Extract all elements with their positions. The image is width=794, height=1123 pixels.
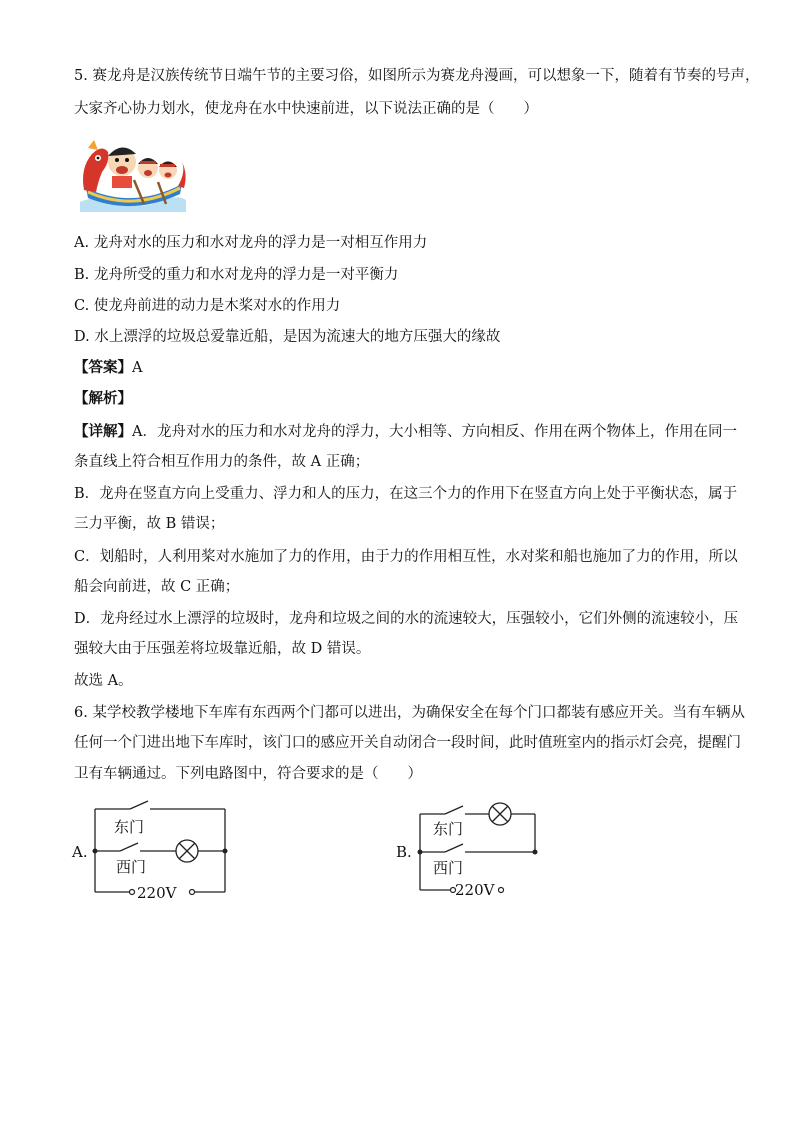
q5-stem-line1: 5. 赛龙舟是汉族传统节日端午节的主要习俗，如图所示为赛龙舟漫画，可以想象一下，随着有节奏的号声，	[74, 68, 760, 84]
q6-stem-line1: 6. 某学校教学楼地下车库有东西两个门都可以进出，为确保安全在每个门口都装有感应开关。当有车辆从	[74, 705, 745, 721]
circuit-b-voltage: 220V	[455, 881, 495, 899]
q5-option-a: A. 龙舟对水的压力和水对龙舟的浮力是一对相互作用力	[74, 235, 428, 251]
detail-text-1: A．龙舟对水的压力和水对龙舟的浮力，大小相等、方向相反、作用在两个物体上，作用在同一	[132, 424, 737, 440]
q5-detail-line7: D．龙舟经过水上漂浮的垃圾时，龙舟和垃圾之间的水的流速较大，压强较小，它们外侧的流速较小，压	[74, 611, 739, 627]
q5-analysis-tag	[74, 389, 132, 409]
q5-detail-line4: 三力平衡，故 B 错误；	[74, 516, 225, 532]
q5-option-c: C. 使龙舟前进的动力是木桨对水的作用力	[74, 298, 341, 314]
q5-detail-line8: 强较大由于压强差将垃圾靠近船，故 D 错误。	[74, 641, 371, 657]
circuit-b-option: B.	[396, 843, 412, 861]
dragon-boat-illustration	[78, 132, 188, 214]
q5-detail-line6: 船会向前进，故 C 正确；	[74, 579, 240, 595]
q5-answer	[74, 358, 142, 378]
circuit-a-east-door: 东门	[114, 818, 145, 836]
analysis-tag: 【解析】	[74, 390, 132, 407]
detail-tag: 【详解】	[74, 423, 132, 440]
q5-option-d: D. 水上漂浮的垃圾总爱靠近船，是因为流速大的地方压强大的缘故	[74, 329, 501, 345]
circuit-b-west-door: 西门	[433, 859, 464, 877]
circuit-a-option: A.	[72, 843, 88, 861]
answer-tag: 【答案】	[74, 359, 132, 376]
q5-option-b: B. 龙舟所受的重力和水对龙舟的浮力是一对平衡力	[74, 267, 399, 283]
q5-detail-line2: 条直线上符合相互作用力的条件，故 A 正确；	[74, 454, 370, 470]
q5-detail-line3: B．龙舟在竖直方向上受重力、浮力和人的压力，在这三个力的作用下在竖直方向上处于平衡状态，属于	[74, 486, 738, 502]
q5-detail-line5: C．划船时，人利用桨对水施加了力的作用，由于力的作用相互性，水对桨和船也施加了力的作用，所以	[74, 549, 738, 565]
q6-stem-line2: 任何一个门进出地下车库时，该门口的感应开关自动闭合一段时间，此时值班室内的指示灯会亮，提醒门	[74, 735, 741, 751]
circuit-a-voltage: 220V	[137, 884, 177, 902]
circuit-b-east-door: 东门	[433, 820, 464, 838]
q6-stem-line3: 卫有车辆通过。下列电路图中，符合要求的是（ ）	[74, 766, 422, 782]
q5-conclusion: 故选 A。	[74, 673, 133, 689]
q5-detail-line1	[74, 422, 737, 442]
q5-stem-line2: 大家齐心协力划水，使龙舟在水中快速前进，以下说法正确的是（ ）	[74, 101, 538, 117]
answer-value: A	[132, 360, 143, 376]
circuit-a-west-door: 西门	[116, 858, 147, 876]
